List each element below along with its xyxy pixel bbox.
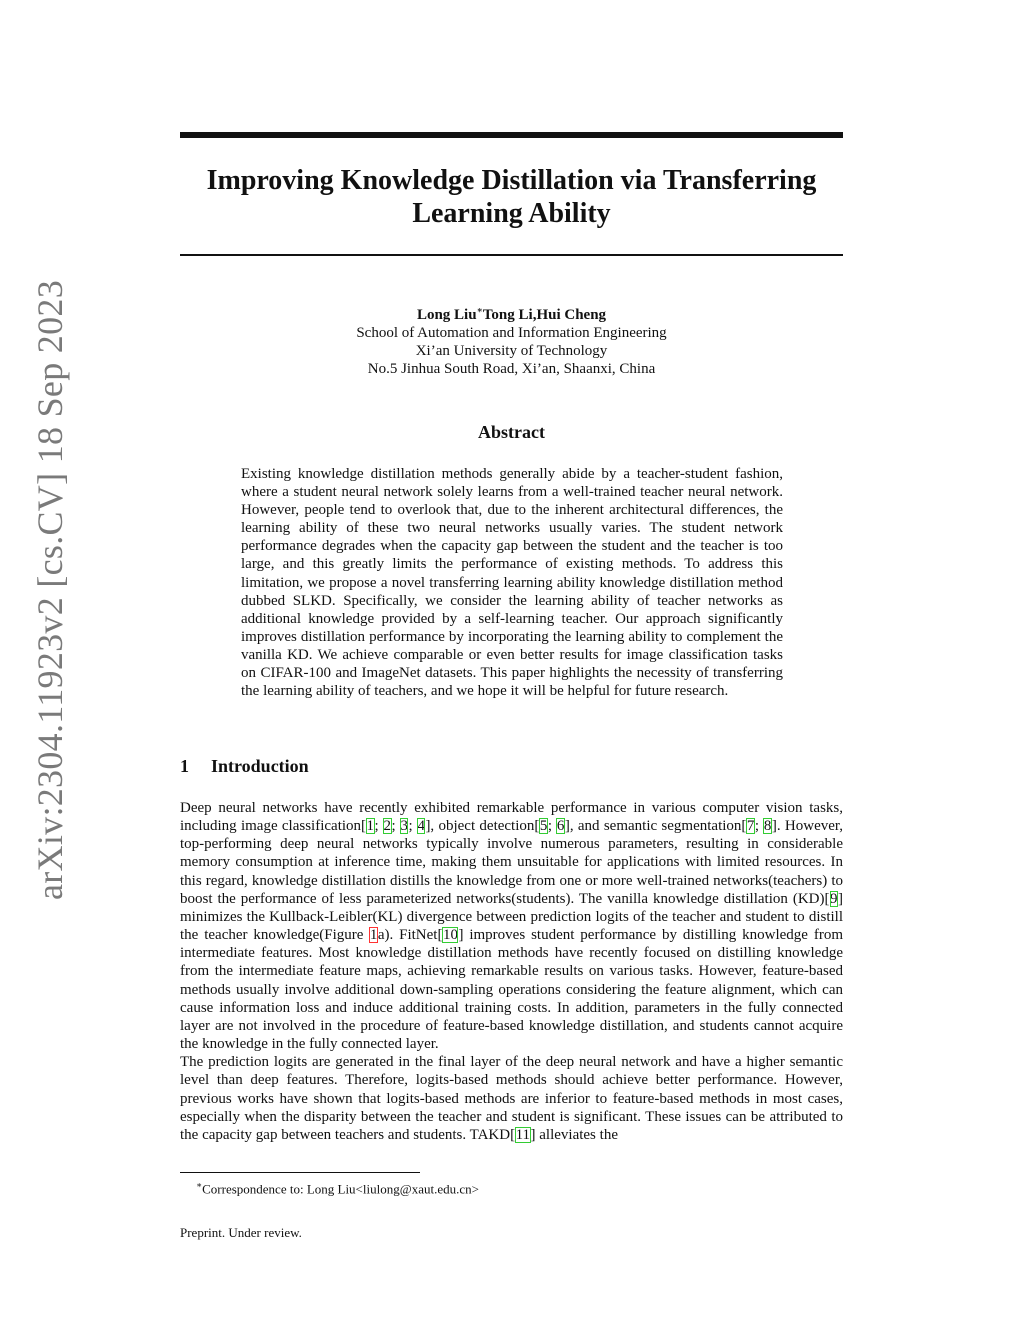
title-bottom-rule bbox=[180, 254, 843, 256]
arxiv-identifier: arXiv:2304.11923v2 [cs.CV] 18 Sep 2023 bbox=[30, 280, 70, 901]
intro-paragraph-2 bbox=[180, 1053, 843, 1144]
affiliation: School of Automation and Information Engineering bbox=[356, 325, 667, 341]
citation-link[interactable]: 3 bbox=[400, 818, 408, 835]
citation-link[interactable]: 7 bbox=[746, 818, 755, 835]
title-line-2: Learning Ability bbox=[412, 198, 611, 229]
text-run: ] alleviates the bbox=[530, 1126, 618, 1143]
author-footnote-marker[interactable]: ∗ bbox=[476, 305, 483, 315]
address: No.5 Jinhua South Road, Xi’an, Shaanxi, China bbox=[367, 361, 656, 377]
section-title: Introduction bbox=[211, 756, 309, 776]
citation-link[interactable]: 1 bbox=[366, 818, 375, 835]
author-names bbox=[180, 301, 843, 324]
intro-paragraph-1 bbox=[180, 799, 843, 1053]
text-run: a). FitNet[ bbox=[377, 927, 443, 944]
text-run: ] improves student performance by distilling knowledge from intermediate features. Most knowledge distillation methods have recently focused on distilling knowledge from the intermediate feature maps, achieving remarkable results on various tasks. However, feature-based methods usually involve additional down-sampling operations considering the feature alignment, which can cause information loss and induce additional training costs. In addition, parameters in the fully connected layer are not involved in the procedure of feature-based knowledge distillation, and students cannot acquire the knowledge in the fully connected layer. bbox=[180, 927, 844, 1053]
title-line-1: Improving Knowledge Distillation via Transferring bbox=[206, 165, 817, 196]
text-run: ]. However, top-performing deep neural networks typically involve numerous parameters, resulting in considerable memory consumption at inference time, making them unsuitable for applications with limited resources. In this regard, knowledge distillation distills the knowledge from one or more well-trained networks(teachers) to boost the performance of less parameterized networks(students). The vanilla knowledge distillation (KD)[ bbox=[180, 818, 844, 907]
title-top-rule bbox=[180, 132, 843, 138]
text-run: Deep neural networks have recently exhibited remarkable performance in various computer vision tasks, including image classification[ bbox=[180, 800, 843, 835]
citation-link[interactable]: 6 bbox=[556, 818, 565, 835]
footnote bbox=[196, 1177, 479, 1197]
university: Xi’an University of Technology bbox=[415, 343, 608, 359]
text-run: ; bbox=[408, 818, 417, 835]
citation-link[interactable]: 2 bbox=[383, 818, 391, 835]
author-block bbox=[180, 301, 843, 378]
citation-link[interactable]: 4 bbox=[417, 818, 425, 835]
introduction-body bbox=[180, 799, 843, 1144]
footnote-text: Correspondence to: Long Liu<liulong@xaut.edu.cn> bbox=[202, 1181, 479, 1197]
citation-link[interactable]: 10 bbox=[442, 927, 458, 944]
text-run: ], object detection[ bbox=[425, 818, 540, 835]
citation-link[interactable]: 5 bbox=[539, 818, 548, 835]
text-run: ; bbox=[391, 818, 400, 835]
text-run: ; bbox=[547, 818, 557, 835]
citation-link[interactable]: 9 bbox=[830, 890, 838, 907]
author-rest: Tong Li,Hui Cheng bbox=[482, 307, 607, 323]
abstract-heading: Abstract bbox=[478, 422, 545, 442]
citation-link[interactable]: 8 bbox=[763, 818, 772, 835]
text-run: The prediction logits are generated in the final layer of the deep neural network and have a higher semantic level than deep features. Therefore, logits-based methods should achieve better performance. However, previous works have shown that logits-based methods are inferior to feature-based methods in most cases, especially when the disparity between the teacher and student is significant. These issues can be attributed to the capacity gap between teachers and students. TAKD[ bbox=[180, 1054, 843, 1143]
text-run: ], and semantic segmentation[ bbox=[564, 818, 747, 835]
preprint-notice: Preprint. Under review. bbox=[180, 1225, 302, 1240]
citation-link[interactable]: 11 bbox=[515, 1126, 531, 1143]
footnote-marker: ∗ bbox=[196, 1180, 203, 1190]
section-number: 1 bbox=[180, 756, 189, 776]
abstract-text: Existing knowledge distillation methods generally abide by a teacher-student fashion, where a student neural network solely learns from a well-trained teacher neural network. However, people tend to overlook that, due to the inherent architectural differences, the learning ability of these two neural networks usually varies. The student network performance degrades when the capacity gap between the student and the teacher is too large, and this greatly limits the performance of existing methods. To address this limitation, we propose a novel transferring learning ability knowledge distillation method dubbed SLKD. Specifically, we consider the learning ability of teacher networks as additional knowledge provided by a self-learning teacher. Our approach significantly improves distillation performance by incorporating the learning ability to complement the vanilla KD. We achieve comparable or even better results for image classification tasks on CIFAR-100 and ImageNet datasets. This paper highlights the necessity of transferring the learning ability of teachers, and we hope it will be helpful for future research. bbox=[241, 466, 783, 700]
section-heading-introduction bbox=[180, 756, 309, 777]
text-run: ; bbox=[754, 818, 764, 835]
paper-title bbox=[180, 164, 843, 230]
author-first: Long Liu bbox=[416, 307, 477, 323]
footnote-rule bbox=[180, 1172, 420, 1173]
figure-reference-link[interactable]: 1 bbox=[369, 927, 378, 944]
text-run: ] minimizes the Kullback-Leibler(KL) divergence between prediction logits of the teacher and student to distill the teacher knowledge(Figure bbox=[180, 890, 843, 944]
text-run: ; bbox=[374, 818, 383, 835]
